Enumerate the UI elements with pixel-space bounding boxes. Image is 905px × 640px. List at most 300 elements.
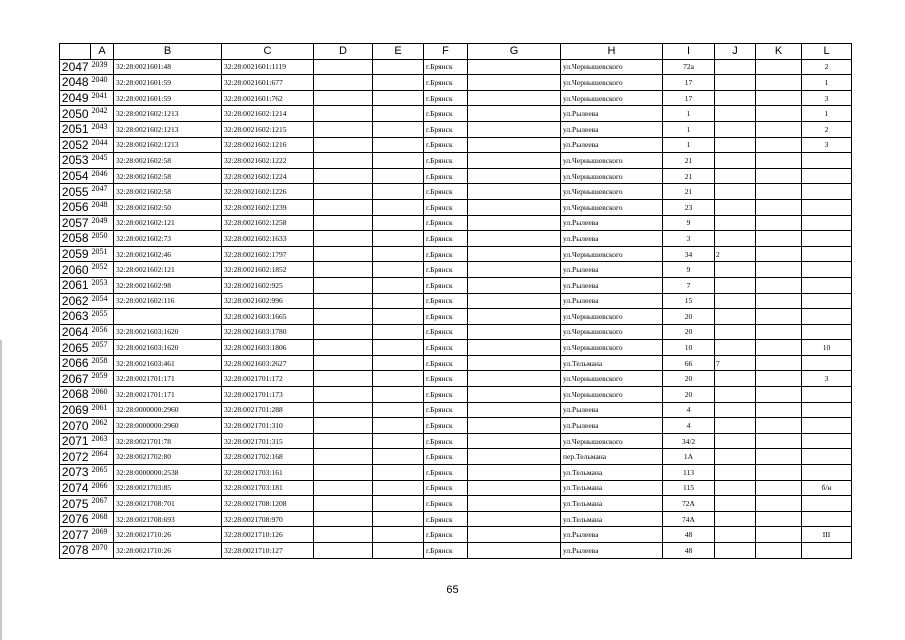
- cell-a[interactable]: 2062: [91, 418, 114, 434]
- cell-d[interactable]: [314, 465, 373, 481]
- cell-f[interactable]: г.Брянск: [424, 480, 468, 496]
- column-header-b[interactable]: B: [114, 44, 222, 60]
- cell-i[interactable]: 4: [663, 418, 715, 434]
- cell-e[interactable]: [373, 496, 424, 512]
- cell-g[interactable]: [468, 309, 561, 325]
- cell-h[interactable]: ул.Тельмана: [561, 480, 663, 496]
- cell-d[interactable]: [314, 371, 373, 387]
- cell-i[interactable]: 1: [663, 137, 715, 153]
- cell-g[interactable]: [468, 106, 561, 122]
- cell-h[interactable]: ул.Рылеева: [561, 402, 663, 418]
- cell-i[interactable]: 21: [663, 168, 715, 184]
- cell-f[interactable]: г.Брянск: [424, 137, 468, 153]
- cell-c[interactable]: 32:28:0021701:172: [222, 371, 314, 387]
- cell-g[interactable]: [468, 121, 561, 137]
- cell-c[interactable]: 32:28:0021603:1665: [222, 309, 314, 325]
- cell-i[interactable]: 21: [663, 184, 715, 200]
- cell-j[interactable]: [715, 137, 756, 153]
- cell-a[interactable]: 2052: [91, 262, 114, 278]
- row-number[interactable]: 2051: [60, 121, 91, 137]
- cell-f[interactable]: г.Брянск: [424, 75, 468, 91]
- cell-f[interactable]: г.Брянск: [424, 527, 468, 543]
- cell-c[interactable]: 32:28:0021601:677: [222, 75, 314, 91]
- cell-b[interactable]: 32:28:0021601:59: [114, 90, 222, 106]
- cell-b[interactable]: 32:28:0021603:1620: [114, 324, 222, 340]
- cell-g[interactable]: [468, 340, 561, 356]
- cell-e[interactable]: [373, 262, 424, 278]
- cell-l[interactable]: [802, 433, 852, 449]
- cell-c[interactable]: 32:28:0021602:1633: [222, 231, 314, 247]
- cell-e[interactable]: [373, 433, 424, 449]
- cell-c[interactable]: 32:28:0021602:925: [222, 277, 314, 293]
- cell-f[interactable]: г.Брянск: [424, 543, 468, 559]
- cell-d[interactable]: [314, 106, 373, 122]
- cell-l[interactable]: [802, 496, 852, 512]
- cell-c[interactable]: 32:28:0021702:168: [222, 449, 314, 465]
- cell-i[interactable]: 1: [663, 121, 715, 137]
- cell-a[interactable]: 2048: [91, 199, 114, 215]
- column-header-c[interactable]: C: [222, 44, 314, 60]
- cell-a[interactable]: 2058: [91, 355, 114, 371]
- cell-j[interactable]: [715, 371, 756, 387]
- cell-c[interactable]: 32:28:0021602:1852: [222, 262, 314, 278]
- cell-a[interactable]: 2050: [91, 231, 114, 247]
- row-number[interactable]: 2064: [60, 324, 91, 340]
- cell-i[interactable]: 20: [663, 371, 715, 387]
- cell-j[interactable]: [715, 324, 756, 340]
- cell-a[interactable]: 2046: [91, 168, 114, 184]
- cell-l[interactable]: [802, 262, 852, 278]
- row-number[interactable]: 2056: [60, 199, 91, 215]
- cell-i[interactable]: 1А: [663, 449, 715, 465]
- cell-k[interactable]: [756, 75, 802, 91]
- cell-g[interactable]: [468, 153, 561, 169]
- cell-f[interactable]: г.Брянск: [424, 184, 468, 200]
- cell-i[interactable]: 48: [663, 543, 715, 559]
- cell-l[interactable]: 1: [802, 75, 852, 91]
- cell-j[interactable]: [715, 231, 756, 247]
- row-number[interactable]: 2055: [60, 184, 91, 200]
- cell-a[interactable]: 2040: [91, 75, 114, 91]
- cell-l[interactable]: [802, 511, 852, 527]
- cell-l[interactable]: [802, 449, 852, 465]
- cell-l[interactable]: [802, 246, 852, 262]
- column-header-f[interactable]: F: [424, 44, 468, 60]
- cell-d[interactable]: [314, 324, 373, 340]
- cell-j[interactable]: [715, 75, 756, 91]
- cell-b[interactable]: 32:28:0021602:1213: [114, 121, 222, 137]
- cell-c[interactable]: 32:28:0021602:1224: [222, 168, 314, 184]
- cell-c[interactable]: 32:28:0021701:310: [222, 418, 314, 434]
- cell-c[interactable]: 32:28:0021602:1216: [222, 137, 314, 153]
- cell-a[interactable]: 2049: [91, 215, 114, 231]
- cell-c[interactable]: 32:28:0021603:2627: [222, 355, 314, 371]
- cell-l[interactable]: 3: [802, 90, 852, 106]
- cell-j[interactable]: [715, 59, 756, 75]
- cell-i[interactable]: 21: [663, 153, 715, 169]
- cell-g[interactable]: [468, 480, 561, 496]
- cell-c[interactable]: 32:28:0021701:173: [222, 387, 314, 403]
- cell-b[interactable]: 32:28:0021602:46: [114, 246, 222, 262]
- cell-j[interactable]: [715, 293, 756, 309]
- cell-j[interactable]: [715, 168, 756, 184]
- cell-f[interactable]: г.Брянск: [424, 153, 468, 169]
- cell-k[interactable]: [756, 387, 802, 403]
- cell-f[interactable]: г.Брянск: [424, 168, 468, 184]
- cell-i[interactable]: 17: [663, 90, 715, 106]
- cell-e[interactable]: [373, 324, 424, 340]
- cell-l[interactable]: [802, 215, 852, 231]
- cell-d[interactable]: [314, 121, 373, 137]
- cell-g[interactable]: [468, 543, 561, 559]
- cell-b[interactable]: 32:28:0021701:78: [114, 433, 222, 449]
- cell-h[interactable]: ул.Рылеева: [561, 121, 663, 137]
- cell-j[interactable]: [715, 106, 756, 122]
- cell-j[interactable]: [715, 433, 756, 449]
- cell-h[interactable]: ул.Рылеева: [561, 418, 663, 434]
- cell-a[interactable]: 2047: [91, 184, 114, 200]
- cell-j[interactable]: [715, 527, 756, 543]
- cell-a[interactable]: 2067: [91, 496, 114, 512]
- cell-b[interactable]: 32:28:0021708:701: [114, 496, 222, 512]
- cell-h[interactable]: ул.Чернышевского: [561, 199, 663, 215]
- cell-d[interactable]: [314, 355, 373, 371]
- cell-h[interactable]: ул.Рылеева: [561, 137, 663, 153]
- cell-e[interactable]: [373, 340, 424, 356]
- cell-g[interactable]: [468, 496, 561, 512]
- cell-e[interactable]: [373, 277, 424, 293]
- row-number[interactable]: 2077: [60, 527, 91, 543]
- cell-f[interactable]: г.Брянск: [424, 324, 468, 340]
- cell-i[interactable]: 4: [663, 402, 715, 418]
- cell-a[interactable]: 2069: [91, 527, 114, 543]
- cell-k[interactable]: [756, 262, 802, 278]
- cell-l[interactable]: [802, 309, 852, 325]
- row-number[interactable]: 2065: [60, 340, 91, 356]
- column-header-g[interactable]: G: [468, 44, 561, 60]
- cell-j[interactable]: 2: [715, 246, 756, 262]
- cell-a[interactable]: 2056: [91, 324, 114, 340]
- cell-i[interactable]: 113: [663, 465, 715, 481]
- cell-j[interactable]: [715, 496, 756, 512]
- cell-b[interactable]: 32:28:0021603:1620: [114, 340, 222, 356]
- cell-l[interactable]: [802, 277, 852, 293]
- cell-d[interactable]: [314, 277, 373, 293]
- row-number[interactable]: 2052: [60, 137, 91, 153]
- cell-d[interactable]: [314, 511, 373, 527]
- cell-j[interactable]: [715, 418, 756, 434]
- cell-k[interactable]: [756, 324, 802, 340]
- cell-e[interactable]: [373, 309, 424, 325]
- cell-j[interactable]: [715, 543, 756, 559]
- cell-i[interactable]: 115: [663, 480, 715, 496]
- cell-b[interactable]: 32:28:0021602:121: [114, 262, 222, 278]
- cell-d[interactable]: [314, 340, 373, 356]
- cell-f[interactable]: г.Брянск: [424, 418, 468, 434]
- cell-e[interactable]: [373, 402, 424, 418]
- cell-i[interactable]: 17: [663, 75, 715, 91]
- cell-c[interactable]: 32:28:0021603:1806: [222, 340, 314, 356]
- cell-d[interactable]: [314, 496, 373, 512]
- cell-j[interactable]: [715, 262, 756, 278]
- cell-k[interactable]: [756, 543, 802, 559]
- cell-d[interactable]: [314, 90, 373, 106]
- cell-j[interactable]: [715, 199, 756, 215]
- cell-g[interactable]: [468, 293, 561, 309]
- cell-g[interactable]: [468, 387, 561, 403]
- cell-e[interactable]: [373, 121, 424, 137]
- cell-e[interactable]: [373, 355, 424, 371]
- cell-g[interactable]: [468, 449, 561, 465]
- cell-c[interactable]: 32:28:0021602:1239: [222, 199, 314, 215]
- cell-b[interactable]: 32:28:0021602:50: [114, 199, 222, 215]
- cell-i[interactable]: 72А: [663, 496, 715, 512]
- cell-k[interactable]: [756, 418, 802, 434]
- cell-b[interactable]: 32:28:0021602:1213: [114, 106, 222, 122]
- cell-b[interactable]: 32:28:0021602:73: [114, 231, 222, 247]
- cell-c[interactable]: 32:28:0021601:1119: [222, 59, 314, 75]
- cell-k[interactable]: [756, 527, 802, 543]
- cell-b[interactable]: 32:28:0021710:26: [114, 543, 222, 559]
- cell-j[interactable]: [715, 153, 756, 169]
- cell-a[interactable]: 2042: [91, 106, 114, 122]
- cell-b[interactable]: 32:28:0021703:85: [114, 480, 222, 496]
- cell-g[interactable]: [468, 324, 561, 340]
- row-number[interactable]: 2074: [60, 480, 91, 496]
- cell-g[interactable]: [468, 246, 561, 262]
- cell-e[interactable]: [373, 184, 424, 200]
- cell-d[interactable]: [314, 199, 373, 215]
- row-number[interactable]: 2068: [60, 387, 91, 403]
- cell-h[interactable]: ул.Рылеева: [561, 277, 663, 293]
- cell-l[interactable]: 2: [802, 59, 852, 75]
- column-header-l[interactable]: L: [802, 44, 852, 60]
- row-number[interactable]: 2059: [60, 246, 91, 262]
- cell-d[interactable]: [314, 449, 373, 465]
- cell-h[interactable]: ул.Рылеева: [561, 293, 663, 309]
- cell-f[interactable]: г.Брянск: [424, 121, 468, 137]
- cell-e[interactable]: [373, 418, 424, 434]
- cell-l[interactable]: б/н: [802, 480, 852, 496]
- row-number[interactable]: 2073: [60, 465, 91, 481]
- cell-e[interactable]: [373, 199, 424, 215]
- cell-h[interactable]: ул.Рылеева: [561, 543, 663, 559]
- cell-d[interactable]: [314, 75, 373, 91]
- cell-l[interactable]: [802, 465, 852, 481]
- cell-h[interactable]: ул.Чернышевского: [561, 387, 663, 403]
- cell-e[interactable]: [373, 75, 424, 91]
- cell-a[interactable]: 2051: [91, 246, 114, 262]
- cell-k[interactable]: [756, 496, 802, 512]
- cell-h[interactable]: ул.Чернышевского: [561, 309, 663, 325]
- cell-h[interactable]: ул.Чернышевского: [561, 90, 663, 106]
- cell-f[interactable]: г.Брянск: [424, 231, 468, 247]
- cell-k[interactable]: [756, 168, 802, 184]
- cell-f[interactable]: г.Брянск: [424, 371, 468, 387]
- cell-a[interactable]: 2043: [91, 121, 114, 137]
- cell-e[interactable]: [373, 527, 424, 543]
- cell-b[interactable]: 32:28:0021602:116: [114, 293, 222, 309]
- cell-g[interactable]: [468, 90, 561, 106]
- cell-k[interactable]: [756, 293, 802, 309]
- cell-a[interactable]: 2041: [91, 90, 114, 106]
- row-number[interactable]: 2062: [60, 293, 91, 309]
- row-number[interactable]: 2069: [60, 402, 91, 418]
- cell-i[interactable]: 34/2: [663, 433, 715, 449]
- cell-i[interactable]: 20: [663, 309, 715, 325]
- column-header-a[interactable]: A: [91, 44, 114, 60]
- row-number[interactable]: 2058: [60, 231, 91, 247]
- cell-h[interactable]: ул.Чернышевского: [561, 184, 663, 200]
- cell-g[interactable]: [468, 184, 561, 200]
- cell-h[interactable]: ул.Чернышевского: [561, 433, 663, 449]
- cell-i[interactable]: 9: [663, 262, 715, 278]
- cell-g[interactable]: [468, 402, 561, 418]
- cell-i[interactable]: 3: [663, 231, 715, 247]
- cell-g[interactable]: [468, 168, 561, 184]
- cell-h[interactable]: ул.Рылеева: [561, 215, 663, 231]
- cell-g[interactable]: [468, 527, 561, 543]
- column-header-d[interactable]: D: [314, 44, 373, 60]
- cell-f[interactable]: г.Брянск: [424, 449, 468, 465]
- cell-e[interactable]: [373, 90, 424, 106]
- cell-e[interactable]: [373, 371, 424, 387]
- cell-a[interactable]: 2054: [91, 293, 114, 309]
- cell-c[interactable]: 32:28:0021602:1226: [222, 184, 314, 200]
- cell-c[interactable]: 32:28:0021602:1797: [222, 246, 314, 262]
- cell-l[interactable]: [802, 231, 852, 247]
- cell-a[interactable]: 2039: [91, 59, 114, 75]
- cell-l[interactable]: 2: [802, 121, 852, 137]
- cell-c[interactable]: 32:28:0021602:1222: [222, 153, 314, 169]
- cell-g[interactable]: [468, 355, 561, 371]
- cell-c[interactable]: 32:28:0021701:288: [222, 402, 314, 418]
- cell-k[interactable]: [756, 231, 802, 247]
- cell-i[interactable]: 15: [663, 293, 715, 309]
- cell-f[interactable]: г.Брянск: [424, 355, 468, 371]
- cell-h[interactable]: пер.Тельмана: [561, 449, 663, 465]
- cell-j[interactable]: [715, 387, 756, 403]
- cell-g[interactable]: [468, 262, 561, 278]
- cell-k[interactable]: [756, 309, 802, 325]
- cell-j[interactable]: [715, 480, 756, 496]
- cell-k[interactable]: [756, 246, 802, 262]
- cell-d[interactable]: [314, 184, 373, 200]
- cell-b[interactable]: 32:28:0021602:58: [114, 168, 222, 184]
- cell-d[interactable]: [314, 480, 373, 496]
- cell-l[interactable]: [802, 324, 852, 340]
- cell-c[interactable]: 32:28:0021603:1780: [222, 324, 314, 340]
- cell-f[interactable]: г.Брянск: [424, 59, 468, 75]
- cell-e[interactable]: [373, 137, 424, 153]
- cell-h[interactable]: ул.Рылеева: [561, 231, 663, 247]
- cell-i[interactable]: 10: [663, 340, 715, 356]
- cell-d[interactable]: [314, 153, 373, 169]
- column-header-i[interactable]: I: [663, 44, 715, 60]
- cell-l[interactable]: [802, 184, 852, 200]
- cell-d[interactable]: [314, 543, 373, 559]
- cell-d[interactable]: [314, 433, 373, 449]
- cell-c[interactable]: 32:28:0021710:126: [222, 527, 314, 543]
- cell-l[interactable]: [802, 199, 852, 215]
- cell-b[interactable]: 32:28:0021601:48: [114, 59, 222, 75]
- cell-j[interactable]: [715, 184, 756, 200]
- cell-l[interactable]: [802, 168, 852, 184]
- cell-l[interactable]: [802, 418, 852, 434]
- cell-a[interactable]: 2055: [91, 309, 114, 325]
- cell-e[interactable]: [373, 153, 424, 169]
- row-number[interactable]: 2063: [60, 309, 91, 325]
- cell-e[interactable]: [373, 215, 424, 231]
- cell-k[interactable]: [756, 137, 802, 153]
- cell-f[interactable]: г.Брянск: [424, 402, 468, 418]
- cell-k[interactable]: [756, 340, 802, 356]
- cell-j[interactable]: [715, 277, 756, 293]
- cell-b[interactable]: [114, 309, 222, 325]
- cell-g[interactable]: [468, 465, 561, 481]
- cell-f[interactable]: г.Брянск: [424, 511, 468, 527]
- cell-e[interactable]: [373, 106, 424, 122]
- cell-f[interactable]: г.Брянск: [424, 246, 468, 262]
- cell-a[interactable]: 2070: [91, 543, 114, 559]
- cell-b[interactable]: 32:28:0021602:121: [114, 215, 222, 231]
- cell-b[interactable]: 32:28:0021701:171: [114, 387, 222, 403]
- cell-f[interactable]: г.Брянск: [424, 293, 468, 309]
- cell-e[interactable]: [373, 387, 424, 403]
- cell-f[interactable]: г.Брянск: [424, 90, 468, 106]
- cell-j[interactable]: [715, 449, 756, 465]
- cell-i[interactable]: 66: [663, 355, 715, 371]
- cell-a[interactable]: 2063: [91, 433, 114, 449]
- cell-g[interactable]: [468, 371, 561, 387]
- cell-d[interactable]: [314, 137, 373, 153]
- row-number[interactable]: 2078: [60, 543, 91, 559]
- cell-k[interactable]: [756, 184, 802, 200]
- cell-i[interactable]: 7: [663, 277, 715, 293]
- cell-h[interactable]: ул.Чернышевского: [561, 371, 663, 387]
- cell-c[interactable]: 32:28:0021601:762: [222, 90, 314, 106]
- cell-c[interactable]: 32:28:0021701:315: [222, 433, 314, 449]
- cell-f[interactable]: г.Брянск: [424, 387, 468, 403]
- cell-j[interactable]: [715, 215, 756, 231]
- cell-h[interactable]: ул.Чернышевского: [561, 324, 663, 340]
- cell-l[interactable]: [802, 355, 852, 371]
- cell-i[interactable]: 20: [663, 387, 715, 403]
- cell-d[interactable]: [314, 59, 373, 75]
- cell-l[interactable]: 3: [802, 371, 852, 387]
- cell-k[interactable]: [756, 449, 802, 465]
- cell-f[interactable]: г.Брянск: [424, 433, 468, 449]
- cell-k[interactable]: [756, 355, 802, 371]
- cell-a[interactable]: 2059: [91, 371, 114, 387]
- cell-g[interactable]: [468, 277, 561, 293]
- cell-f[interactable]: г.Брянск: [424, 106, 468, 122]
- cell-h[interactable]: ул.Рылеева: [561, 106, 663, 122]
- row-number[interactable]: 2071: [60, 433, 91, 449]
- cell-l[interactable]: [802, 543, 852, 559]
- cell-g[interactable]: [468, 199, 561, 215]
- cell-g[interactable]: [468, 418, 561, 434]
- cell-a[interactable]: 2044: [91, 137, 114, 153]
- cell-c[interactable]: 32:28:0021602:1215: [222, 121, 314, 137]
- cell-a[interactable]: 2068: [91, 511, 114, 527]
- cell-h[interactable]: ул.Тельмана: [561, 355, 663, 371]
- cell-b[interactable]: 32:28:0021710:26: [114, 527, 222, 543]
- column-header-h[interactable]: H: [561, 44, 663, 60]
- column-header-k[interactable]: K: [756, 44, 802, 60]
- cell-l[interactable]: [802, 387, 852, 403]
- cell-i[interactable]: 20: [663, 324, 715, 340]
